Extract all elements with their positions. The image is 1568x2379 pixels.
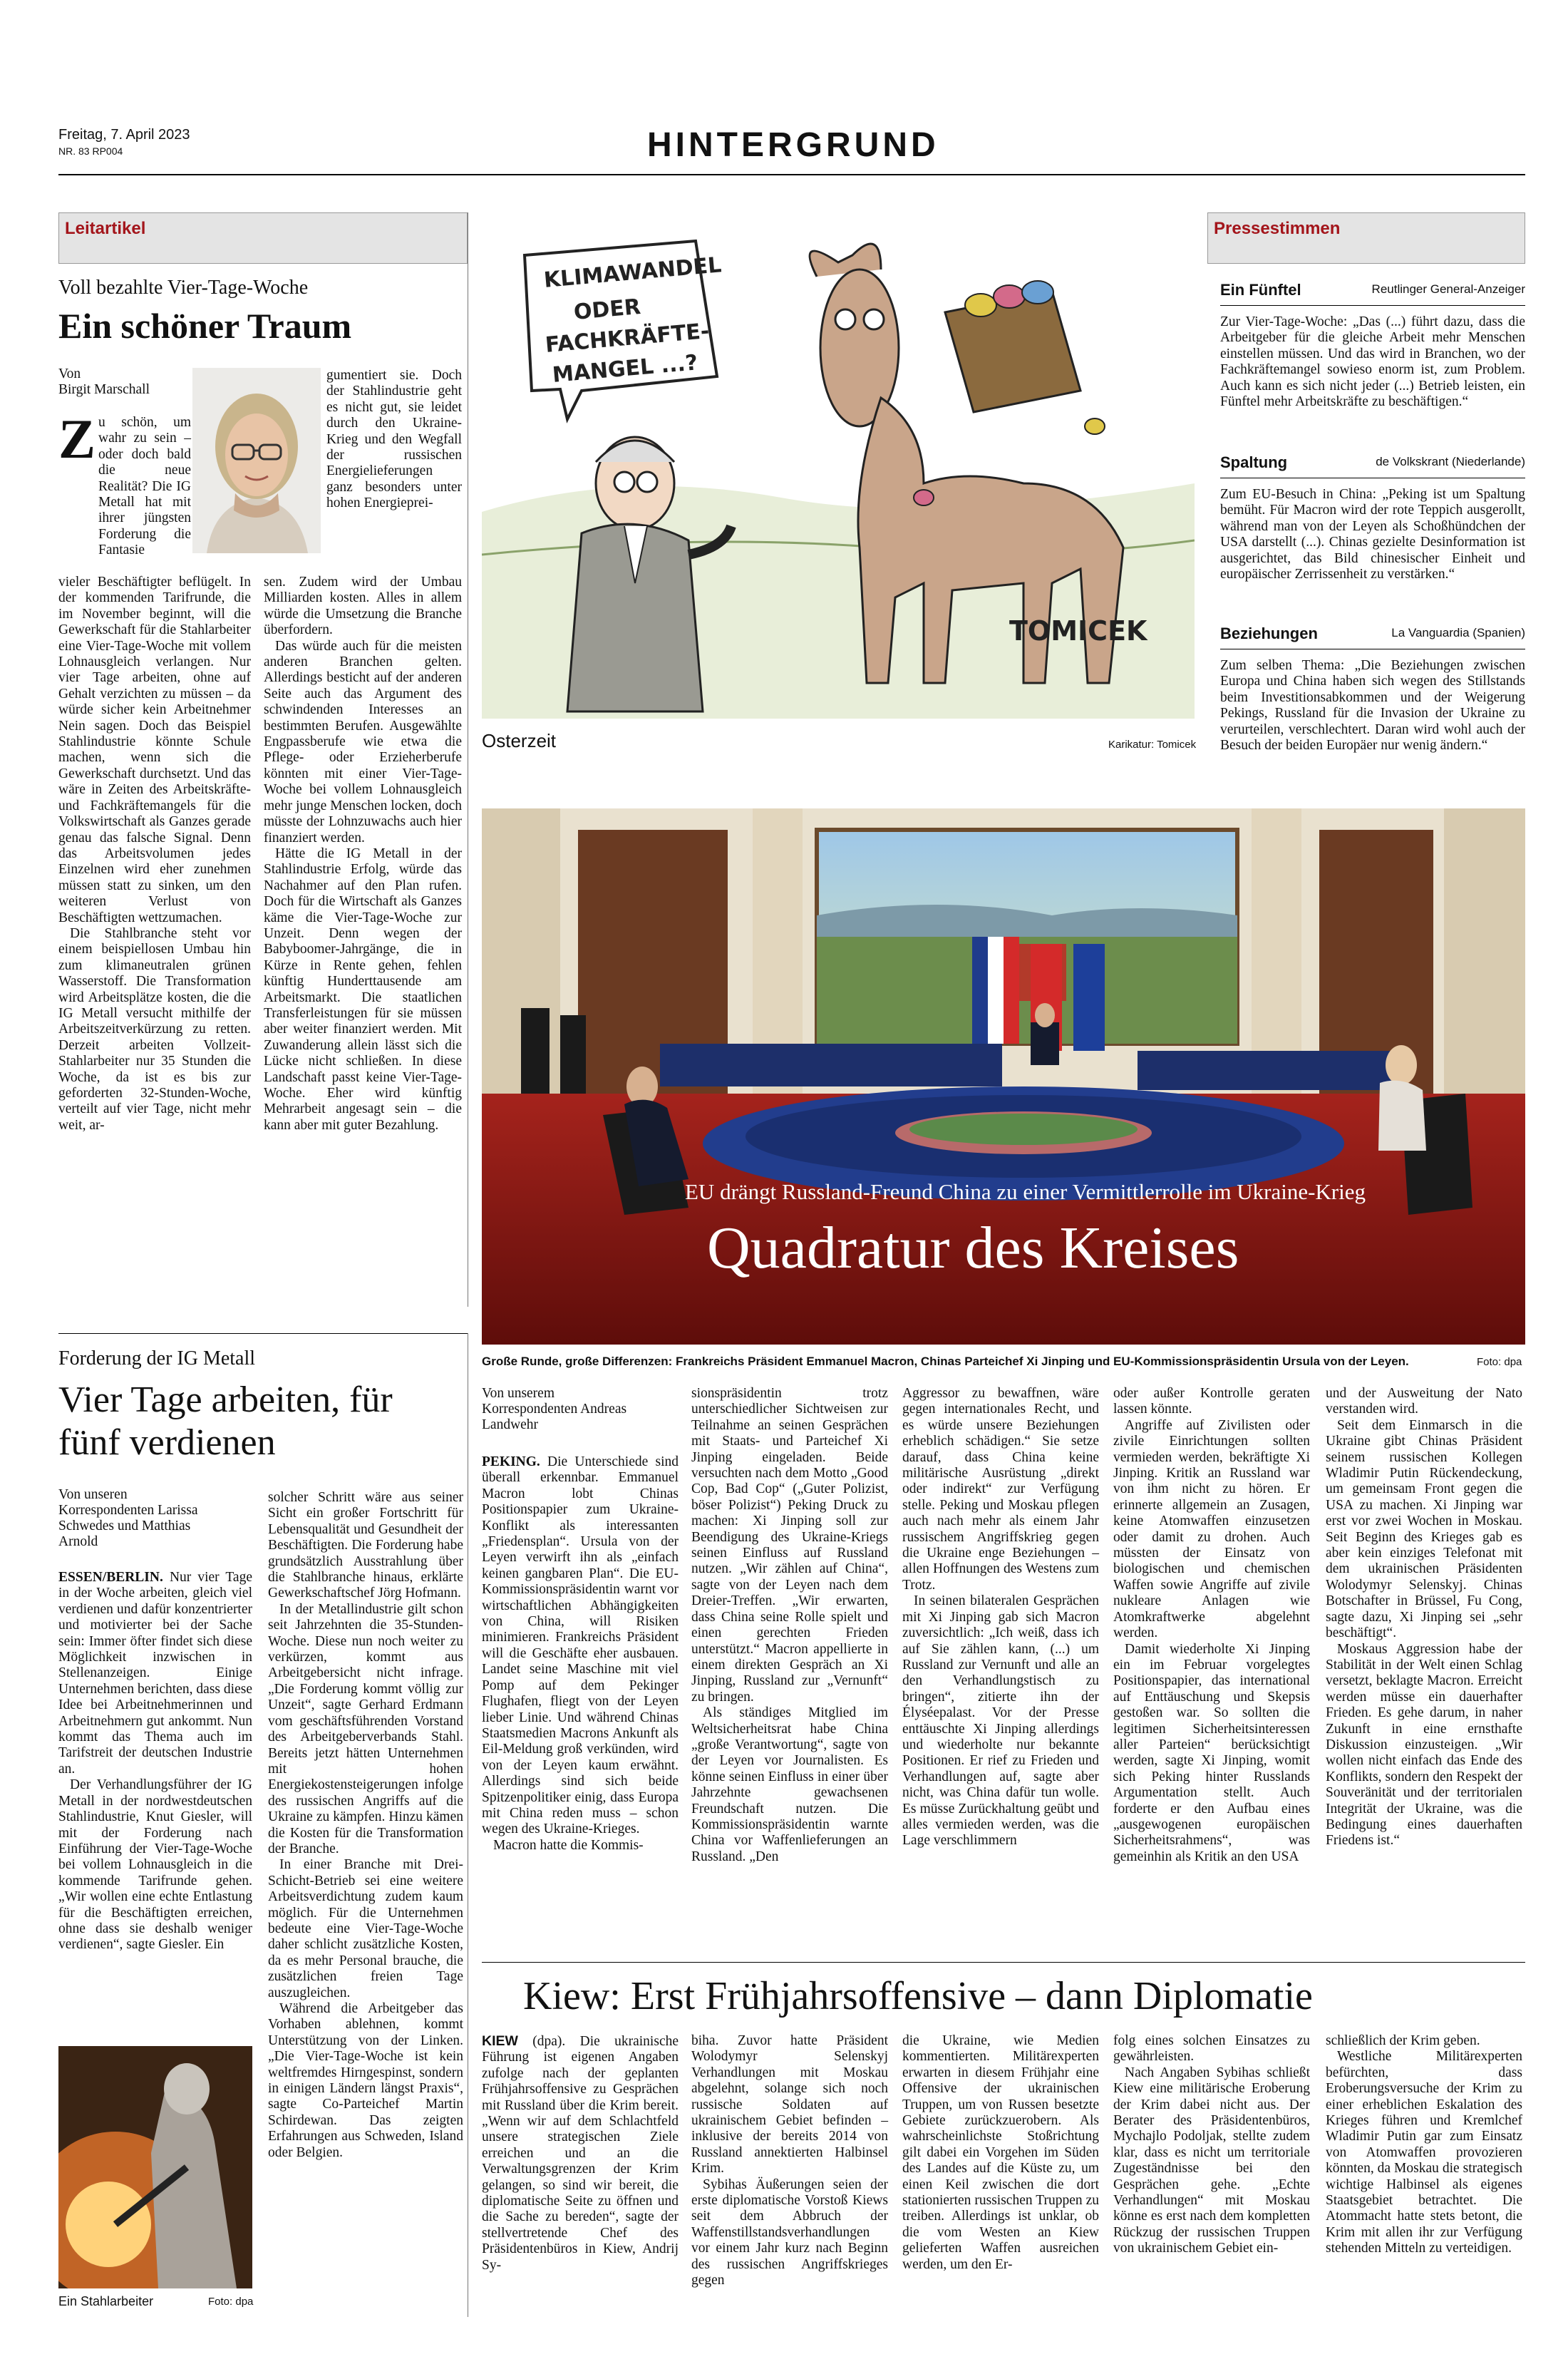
photo-kicker: EU drängt Russland-Freund China zu einer Vermittlerrolle im Ukraine-Krieg [685, 1179, 1366, 1204]
china-col5-p2: Seit dem Einmarsch in die Ukraine gibt Chinas Präsident seinem russischen Kollegen Wladimir Putin Rückendeckung, um gemeinsam Front gegen die USA zu machen. Xi Jinping war erst vor zwei Wochen in Moskau. Seit Beginn des Krieges gab es aber kein einziges Telefonat mit dem ukrainischen Präsidenten Wolodymyr Selenskyj. Chinas Botschafter in Brüssel, Fu Cong, sagte dazu, Xi Jinping sei „sehr beschäftigt“. [1326, 1417, 1522, 1641]
presse-item-3-source: La Vanguardia (Spanien) [1391, 626, 1525, 639]
china-dateline: PEKING. [482, 1454, 540, 1469]
presse-item-2-head: Spaltung [1220, 453, 1288, 471]
china-col5-p1: und der Ausweitung der Nato verstanden wird. [1326, 1386, 1522, 1417]
presse-item-2-header [1220, 453, 1525, 472]
steelworker-caption: Ein Stahlarbeiter [58, 2294, 154, 2308]
china-col4-p3: Damit wiederholte Xi Jinping ein im Februar vorgelegtes Positionspapier, das international auf Enttäuschung und Skepsis gestoßen war. So sollten die legitimen Sicherheitsinteressen aller Parteien“ berücksichtigt werden, sagte Xi Jinping, womit sich Peking hinter Russlands Argumentation stellt. Auch forderte er den Aufbau eines „ausgewogenen europäischen Sicherheitsrahmens“, was gemeinhin als Kritik an den USA [1113, 1641, 1310, 1864]
leitartikel-author [58, 366, 150, 398]
china-authors: Von unserem Korrespondenten Andreas Landwehr [482, 1386, 627, 1432]
kiew-dateline: KIEW [482, 2033, 518, 2049]
leitartikel-label: Leitartikel [65, 219, 146, 238]
presse-item-1-head: Ein Fünftel [1220, 281, 1301, 299]
leitartikel-col2-p2: Das würde auch für die meisten anderen Branchen gelten. Allerdings besticht auf der anderen Seite auch das Argument des schwindenden Interesses an bestimmten Berufen. Ausgewählte Engpassberufe wie etwa die Pflege- oder Erzieherberufe könnten mit einer Vier-Tage-Woche bei vollem Lohnausgleich mehr junge Menschen locken, doch müsste der Lohnzuwachs auch hier finanziert werden. [264, 638, 462, 846]
svg-text:KLIMAWANDEL: KLIMAWANDEL [542, 252, 723, 293]
kiew-col3-p1: die Ukraine, wie Medien kommentierten. Militärexperten erwarten in diesem Frühjahr eine Offensive der ukrainischen Truppen, um von Russen besetzte Gebiete zurückzuerobern. Als wahrscheinlichste Stoßrichtung gilt dabei ein Vorgehen im Süden des Landes auf die Küste zu, um einen Keil zwischen die dort stationierten russischen Truppen zu treiben. Allerdings ist unklar, ob die vom Westen an Kiew gelieferten Waffen ausreichen werden, um den Er- [902, 2033, 1099, 2272]
kiew-col4-p2: Nach Angaben Sybihas schließt Kiew eine militärische Eroberung der Krim dabei nicht aus. Der Berater des Präsidentenbüros, Mychajlo Podoljak, stellte zudem klar, dass es nicht um territoriale Zugeständnisse bei den Gesprächen gehe. „Echte Verhandlungen“ mit Moskau könne es erst nach dem kompletten Rückzug der russischen Truppen von ukrainischem Gebiet ein- [1113, 2065, 1310, 2256]
kiew-col4-p1: folg eines solchen Einsatzes zu gewährleisten. [1113, 2033, 1310, 2065]
igmetall-authors: Von unseren Korrespondenten Larissa Schwedes und Matthias Arnold [58, 1487, 198, 1549]
presse-item-1-source: Reutlinger General-Anzeiger [1371, 282, 1525, 296]
china-col1-p1: Die Unterschiede sind überall erkennbar. Emmanuel Macron lobt Chinas Positionspapier zum Ukraine-Konflikt als interessanten „Friedensplan“. Ursula von der Leyen verwirft ihn als „einfach keinen gangbaren Plan“. Die EU-Kommissionspräsidentin warnt vor wirtschaftlichen Abhängigkeiten von China, will Risiken minimieren. Frankreichs Präsident will die Geschäfte eher ausbauen. Landet seine Maschine mit viel Pomp auf dem Pekinger Flughafen, fliegt von der Leyen lieber Linie. Und während Chinas Staatsmedien Macrons Ankunft als Eil-Meldung groß verkünden, wird von der Leyen kaum erwähnt. Allerdings sind sich beide Spitzenpolitiker einig, dass Europa mit China reden muss – schon wegen des Ukraine-Krieges. [482, 1454, 679, 1837]
igmetall-col2-p2: In der Metallindustrie gilt schon seit Jahrzehnten die 35-Stunden-Woche. Diese nun noch weiter zu verkürzen, kommt aus Arbeitgebersicht nicht infrage. „Die Forderung kommt völlig zur Unzeit“, sagte Gerhard Erdmann vom geschäftsführenden Vorstand des Arbeitgeberverbands Stahl. Bereits jetzt hätten Unternehmen mit hohen Energiekostensteigerungen infolge des russischen Angriffs auf die Ukraine zu kämpfen. Hinzu kämen die Kosten für die Transformation der Branche. [268, 1601, 463, 1856]
kiew-col2 [691, 2033, 888, 2289]
leitartikel-headline: Ein schöner Traum [58, 306, 352, 346]
kiew-top-rule [482, 1962, 1525, 1963]
cartoon-signature: TOMICEK [1009, 615, 1147, 647]
masthead-date: Freitag, 7. April 2023 [58, 127, 190, 143]
masthead-issue: NR. 83 RP004 [58, 145, 123, 157]
summit-photo [482, 808, 1525, 1345]
section-title: HINTERGRUND [647, 126, 939, 164]
kiew-col5-p1: schließlich der Krim geben. [1326, 2033, 1480, 2048]
photo-credit: Foto: dpa [1477, 1356, 1522, 1368]
cartoon-credit: Karikatur: Tomicek [1108, 739, 1197, 751]
presse-item-3-text: Zum selben Thema: „Die Beziehungen zwischen Europa und China haben sich wegen des Stillstands beim Investitionsabkommen und der Weigerung Pekings, Russland für die Invasion der Ukraine zu verurteilen, verschlechtert. Daran wird wohl auch der Besuch der beiden Europäer nur wenig ändern.“ [1220, 658, 1525, 754]
leitartikel-label-bar [58, 212, 468, 264]
kiew-col2-p1: biha. Zuvor hatte Präsident Wolodymyr Selenskyj Verhandlungen mit Moskau abgelehnt, solange sich noch russische Soldaten auf ukrainischem Gebiet befinden – inklusive der bereits 2014 von Russland annektierten Halbinsel Krim. [691, 2033, 888, 2177]
leitartikel-col2-p1: sen. Zudem wird der Umbau Milliarden kosten. Alles in allem würde die Umsetzung die Branche überfordern. [264, 575, 462, 638]
steelworker-photo [58, 2046, 252, 2288]
svg-text:MANGEL ...?: MANGEL ...? [551, 350, 699, 388]
presse-item-3 [1220, 625, 1525, 754]
presse-label-bar [1207, 212, 1525, 264]
presse-item-2 [1220, 453, 1525, 582]
cartoon-illustration [482, 212, 1195, 719]
kiew-col1-p1: (dpa). Die ukrainische Führung ist eigenen Angaben zufolge nach der geplanten Frühjahrsoffensive zu Gesprächen mit Russland über die Krim bereit. „Wenn wir auf dem Schlachtfeld unsere strategischen Ziele erreichen und an die Verwaltungsgrenzen der Krim gelangen, so sind wir bereit, die diplomatische Seite zu öffnen und die Sache zu bereden“, sagte der stellvertretende Chef des Präsidentenbüros in Kiew, Andrij Sy- [482, 2034, 679, 2273]
presse-item-3-head: Beziehungen [1220, 625, 1318, 642]
china-col2-p1: sionspräsidentin trotz unterschiedlicher Sichtweisen zur Teilnahme an seinen Gesprächen mit Staats- und Parteichef Xi Jinping eingeladen. Beide versuchten nach dem Motto „Good Cop, Bad Cop“ („Guter Polizist, böser Polizist“) Peking Druck zu machen: Xi Jinping soll zur Beendigung des Ukraine-Kriegs seinen Einfluss auf Russland nutzen. „Wir zählen auf China“, sagte von der Leyen nach dem Dreier-Treffen. „Wir erwarten, dass China seine Rolle spielt und einen gerechten Frieden unterstützt.“ Macron appellierte in einem direkten Gespräch an Xi Jinping, Russland zur „Vernunft“ zu bringen. [691, 1386, 888, 1705]
steelworker-credit: Foto: dpa [208, 2296, 254, 2308]
china-col4-p2: Angriffe auf Zivilisten oder zivile Einrichtungen sollten vermieden werden, bekräftigte Xi Jinping. Kritik an Russland war von ihm nicht zu hören. Er erinnerte allgemein an Zusagen, keine Atomwaffen einzusetzen oder damit zu drohen. Auch müssten der Einsatz von biologischen und chemischen Waffen sowie Angriffe auf zivile nukleare Anlagen wie Atomkraftwerke abgelehnt werden. [1113, 1417, 1310, 1641]
igmetall-kicker: Forderung der IG Metall [58, 1347, 256, 1370]
presse-item-1-header [1220, 281, 1525, 299]
china-col5-p3: Moskaus Aggression habe der Stabilität in der Welt einen Schlag versetzt, beklagte Macron. Erreicht werden müsse ein dauerhafter Frieden. Es gehe darum, in naher Zukunft in eine ernsthafte Diskussion einzusteigen. „Wir wollen nicht einfach das Ende des Konflikts, sondern den Respekt der Souveränität und der territorialen Integrität der Ukraine, was die Bedingung eines dauerhaften Friedens ist.“ [1326, 1641, 1522, 1849]
cartoon-title: Osterzeit [482, 730, 557, 751]
kiew-col3 [902, 2033, 1099, 2273]
leitartikel-col2-wrap-text: gumentiert sie. Doch der Stahlindustrie geht es nicht gut, sie leidet durch den Ukraine-Krieg und den Wegfall der russischen Energielieferungen ganz besonders unter hohen Energieprei- [326, 368, 462, 511]
leitartikel-col1-p1: vieler Beschäftigter beflügelt. In der kommenden Tarifrunde, die im November beginnt, will die Gewerkschaft für die Stahlarbeiter eine Vier-Tage-Woche mit vollem Lohnausgleich verlangen. Nur vier Tage arbeiten, ohne auf Gehalt verzichten zu müssen – da würde sicher kein Arbeitnehmer Nein sagen. Doch das Beispiel Stahlindustrie könnte Schule machen, wenn sich die Gewerkschaft durchsetzt. Und das wäre in Zeiten des Arbeitskräfte- und Fachkräftemangels für die Volkswirtschaft als Ganzes gerade genau das falsche Signal. Denn das Arbeitsvolumen jedes Einzelnen wird eher zunehmen müssen statt zu sinken, um den weiteren Verlust von Beschäftigten wettzumachen. [58, 575, 251, 925]
kiew-col2-p2: Sybihas Äußerungen seien der erste diplomatische Vorstoß Kiews seit dem Abbruch der Waffenstillstandsverhandlungen vor einem Jahr kurz nach Beginn des russischen Angriffskrieges gegen [691, 2177, 888, 2288]
leitartikel-dropcap: Z [58, 408, 96, 470]
author-name: Birgit Marschall [58, 382, 150, 397]
igmetall-headline: Vier Tage arbeiten, für fünf verdienen [58, 1379, 393, 1463]
photo-caption: Große Runde, große Differenzen: Frankreichs Präsident Emmanuel Macron, Chinas Parteichef Xi Jinping und EU-Kommissionspräsidentin Ursula von der Leyen. [482, 1355, 1409, 1368]
china-col2-p2: Als ständiges Mitglied im Weltsicherheitsrat habe China „große Verantwortung“, sagte von der Leyen vor Journalisten. Es könne seinen Einfluss in einer über Jahrzehnte gewachsenen Freundschaft nutzen. Die Kommissionspräsidentin warnte China vor Waffenlieferungen an Russland. „Den [691, 1705, 888, 1864]
china-col2 [691, 1386, 888, 1865]
leitartikel-col2 [264, 575, 462, 1134]
igmetall-col1-p2: Der Verhandlungsführer der IG Metall in der nordwestdeutschen Stahlindustrie, Knut Giesler, will mit der Forderung nach Einführung der Vier-Tage-Woche bei vollem Lohnausgleich in die kommende Tarifrunde gehen. „Wir wollen eine echte Entlastung für die Beschäftigten erreichen, ohne dass sie deshalb weniger verdienen“, sagte Giesler. Ein [58, 1777, 252, 1953]
igmetall-col2-p1: solcher Schritt wäre aus seiner Sicht ein großer Fortschritt für Lebensqualität und Gesundheit der Beschäftigten. Die Forderung habe grundsätzlich Ausstrahlung über die Stahlbranche hinaus, erklärte Gewerkschaftschef Jörg Hofmann. [268, 1490, 463, 1601]
svg-text:ODER: ODER [572, 294, 642, 325]
igmetall-col1 [58, 1570, 252, 1953]
photo-headline: Quadratur des Kreises [707, 1215, 1239, 1281]
leitartikel-col2-p3: Hätte die IG Metall in der Stahlindustrie Erfolg, würde das Nachahmer auf den Plan rufen. Doch für die Wirtschaft als Ganzes käme die Vier-Tage-Woche zur Unzeit. Denn wegen der Babyboomer-Jahrgänge, die in Kürze in Rente gehen, fehlen künftig Hunderttausende am Arbeitsmarkt. Die staatlichen Transferleistungen für sie müssen aber weiter finanziert werden. Mit Zuwanderung allein lässt sich die Lücke nicht schließen. In diese Landschaft passt keine Vier-Tage-Woche. Eher wird künftig Mehrarbeit angesagt sein – die kann aber mit guter Bezahlung. [264, 846, 462, 1133]
masthead-rule [58, 174, 1525, 175]
igmetall-col2-p4: Während die Arbeitgeber das Vorhaben ablehnen, kommt Unterstützung von der Linken. „Die Vier-Tage-Woche ist kein weltfremdes Hirngespinst, sondern in einigen Ländern längst Praxis“, sagte Co-Parteichef Martin Schirdewan. Das zeigten Erfahrungen aus Schweden, Island oder Belgien. [268, 2001, 463, 2160]
china-col4 [1113, 1386, 1310, 1865]
kiew-col5-p2: Westliche Militärexperten befürchten, dass Eroberungsversuche der Krim zu einer erheblichen Eskalation des Krieges führen und Kremlchef Wladimir Putin gar zum Einsatz von Atomwaffen provozieren könnten, da Moskau die strategisch wichtige Halbinsel als eigenes Staatsgebiet betrachtet. Die Atommacht hatte stets betont, die Krim mit allen ihr zur Verfügung stehenden Mitteln zu verteidigen. [1326, 2049, 1522, 2256]
igmetall-col2-p3: In einer Branche mit Drei-Schicht-Betrieb sei eine weitere Arbeitsverdichtung zudem kaum möglich. Für die Unternehmen bedeute eine Vier-Tage-Woche daher schlicht zusätzliche Kosten, da es mehr Personal brauche, die zusätzlichen freien Tage auszugleichen. [268, 1857, 463, 2000]
author-von: Von [58, 366, 81, 381]
svg-text:FACHKRÄFTE-: FACHKRÄFTE- [544, 318, 711, 358]
china-col1-p2: Macron hatte die Kommis- [493, 1837, 644, 1853]
kiew-col5 [1326, 2033, 1522, 2257]
china-col3-p2: In seinen bilateralen Gesprächen mit Xi Jinping gab sich Macron zuversichtlich: „Ich weiß, dass ich auf Sie zählen kann, (...) um Russland zur Vernunft und alle an den Verhandlungstisch zu bringen“, zitierte ihn der Élyséepalast. Vor der Presse enttäuschte Xi Jinping allerdings und wiederholte nur bekannte Positionen. Er rief zu Frieden und Verhandlungen auf, sagte aber nicht, was China dafür tun wolle. Es müsse Zurückhaltung geübt und alles vermieden werden, was die Lage verschlimmern [902, 1593, 1099, 1849]
presse-item-2-text: Zum EU-Besuch in China: „Peking ist um Spaltung bemüht. Für Macron wird der rote Teppich ausgerollt, während man von der Leyen als Schoßhündchen der USA darstellt (...). Chinas gezielte Desinformation ist ausgerichtet, das Bild chinesischer Einheit und europäischer Zerrissenheit zu verstärken.“ [1220, 487, 1525, 582]
china-col1 [482, 1454, 679, 1854]
kiew-col1 [482, 2033, 679, 2273]
leitartikel-col1-wrap [98, 415, 191, 559]
china-col3-p1: Aggressor zu bewaffnen, wäre gegen internationales Recht, und es würde unsere Beziehungen erheblich schädigen.“ Sie setze darauf, dass China keine militärische Ausrüstung „direkt oder indirekt“ zur Verfügung stelle. Peking und Moskau pflegen auch nach mehr als einem Jahr russischem Angriffskrieg gegen die Ukraine enge Beziehungen – allen Hoffnungen des Westens zum Trotz. [902, 1386, 1099, 1593]
presse-item-1-text: Zur Vier-Tage-Woche: „Das (...) führt dazu, dass die Arbeitgeber für die gleiche Arbeit mehr Menschen einstellen müssen. Und das wird in Branchen, wo der Fachkräftemangel sowieso enorm ist, zum Problem. Auch kann es sich nicht jeder (...) Betrieb leisten, ein Fünftel mehr Arbeitskräfte zu beschäftigen.“ [1220, 314, 1525, 410]
china-col3 [902, 1386, 1099, 1849]
presse-item-2-source: de Volkskrant (Niederlande) [1376, 455, 1525, 468]
china-col4-p1: oder außer Kontrolle geraten lassen könnte. [1113, 1386, 1310, 1417]
igmetall-col1-p1: Nur vier Tage in der Woche arbeiten, gleich viel verdienen und dafür konzentrierter und motivierter bei der Sache sein: Immer öfter findet sich diese Möglichkeit inzwischen in Stellenanzeigen. Einige Unternehmen berichten, dass diese Idee bei Arbeitnehmerinnen und Arbeitnehmern gut ankommt. Nun kommt das Thema auch im Tarifstreit der deutschen Industrie an. [58, 1570, 252, 1777]
kiew-col4 [1113, 2033, 1310, 2257]
igmetall-col2 [268, 1490, 463, 2161]
presse-item-1 [1220, 281, 1525, 410]
igmetall-top-rule [58, 1333, 468, 1334]
leitartikel-col1-p2: Die Stahlbranche steht vor einem beispiellosen Umbau hin zum klimaneutralen grünen Wasserstoff. Die Transformation wird Arbeitsplätze kosten, die die IG Metall versucht mithilfe der Arbeitszeitverkürzung zu retten. Derzeit arbeiten Vollzeit-Stahlarbeiter nur 35 Stunden die Woche, da ist es bis zur geforderten 32-Stunden-Woche, verteilt auf vier Tage, nicht mehr weit, ar- [58, 925, 251, 1133]
leitartikel-col2-wrap [326, 368, 462, 512]
leitartikel-col1-body [58, 575, 251, 1134]
igmetall-dateline: ESSEN/BERLIN. [58, 1570, 163, 1585]
kiew-headline: Kiew: Erst Frühjahrsoffensive – dann Diplomatie [523, 1974, 1313, 2018]
leitartikel-col1-wrap-text: u schön, um wahr zu sein – oder doch bald die neue Realität? Die IG Metall hat mit ihrer jüngsten Forderung die Fantasie [98, 415, 191, 558]
presse-label: Pressestimmen [1214, 219, 1341, 238]
leitartikel-kicker: Voll bezahlte Vier-Tage-Woche [58, 277, 309, 299]
presse-item-3-header [1220, 625, 1525, 643]
china-col5 [1326, 1386, 1522, 1849]
